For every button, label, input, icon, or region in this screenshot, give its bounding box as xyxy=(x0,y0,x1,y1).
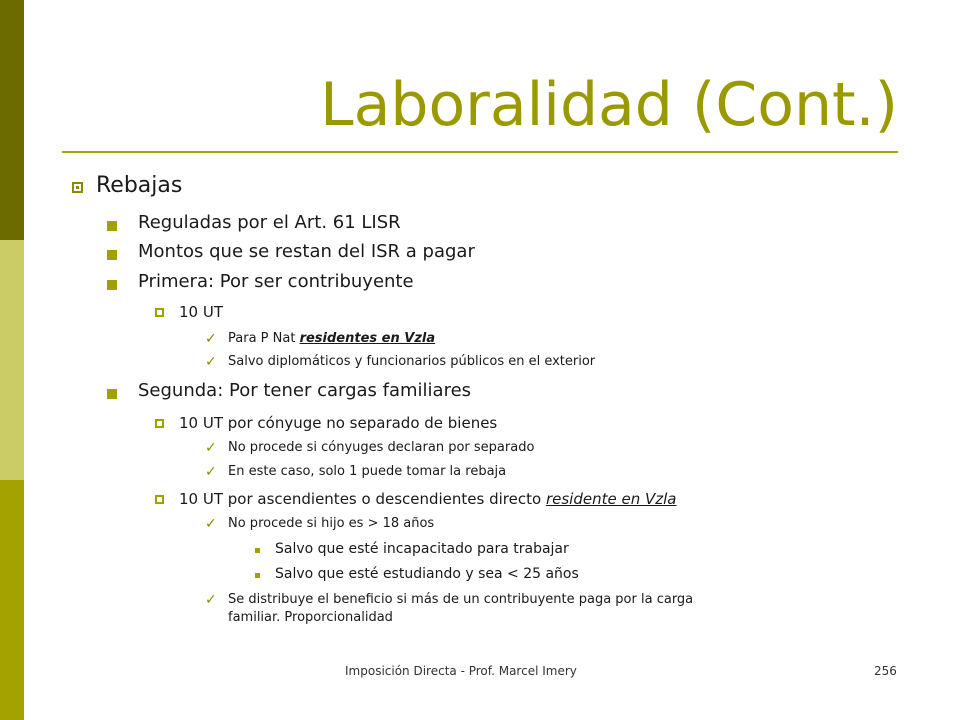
checkmark-bullet-icon: ✓ xyxy=(205,331,217,347)
outline-item-conyuge: 10 UT por cónyuge no separado de bienes xyxy=(179,414,498,432)
checkmark-bullet-icon: ✓ xyxy=(205,354,217,370)
outline-item-no-procede-hijo: No procede si hijo es > 18 años xyxy=(228,516,435,531)
outline-item-10ut: 10 UT xyxy=(179,303,223,321)
outline-item-no-procede-conyuges: No procede si cónyuges declaran por separado xyxy=(228,440,535,455)
small-square-bullet-icon xyxy=(255,573,260,578)
hollow-square-bullet-icon xyxy=(155,308,164,317)
para-p-nat-emphasis: residentes en Vzla xyxy=(299,331,436,346)
outline-item-en-este-caso: En este caso, solo 1 puede tomar la rebaja xyxy=(228,464,507,479)
outline-item-incapacitado: Salvo que esté incapacitado para trabajar xyxy=(275,541,569,557)
outline-item-estudiando: Salvo que esté estudiando y sea < 25 años xyxy=(275,566,579,582)
outline-item-segunda: Segunda: Por tener cargas familiares xyxy=(138,380,472,401)
outline-item-se-distribuye: Se distribuye el beneficio si más de un contribuyente paga por la carga xyxy=(228,592,694,607)
ascendientes-text: 10 UT por ascendientes o descendientes directo xyxy=(179,490,546,508)
outline-item-salvo-diplomaticos: Salvo diplomáticos y funcionarios públicos en el exterior xyxy=(228,354,596,369)
square-bullet-icon xyxy=(107,250,117,260)
slide-title: Laboralidad (Cont.) xyxy=(320,70,898,140)
square-bullet-icon xyxy=(107,389,117,399)
square-bullet-icon xyxy=(107,221,117,231)
outline-item-reguladas: Reguladas por el Art. 61 LISR xyxy=(138,212,401,233)
hollow-square-bullet-icon xyxy=(72,182,83,193)
outline-item-ascendientes xyxy=(179,490,676,508)
hollow-square-bullet-icon xyxy=(155,419,164,428)
checkmark-bullet-icon: ✓ xyxy=(205,440,217,456)
outline-item-para-p-nat xyxy=(228,331,435,346)
outline-item-montos: Montos que se restan del ISR a pagar xyxy=(138,241,475,262)
page-number: 256 xyxy=(874,664,897,678)
outline-item-primera: Primera: Por ser contribuyente xyxy=(138,271,414,292)
ascendientes-emphasis: residente en Vzla xyxy=(545,490,677,508)
para-p-nat-text: Para P Nat xyxy=(228,331,300,346)
square-bullet-icon xyxy=(107,280,117,290)
checkmark-bullet-icon: ✓ xyxy=(205,516,217,532)
checkmark-bullet-icon: ✓ xyxy=(205,464,217,480)
outline-item-se-distribuye-cont: familiar. Proporcionalidad xyxy=(228,610,393,625)
small-square-bullet-icon xyxy=(255,548,260,553)
checkmark-bullet-icon: ✓ xyxy=(205,592,217,608)
outline-item-rebajas: Rebajas xyxy=(96,173,183,198)
footer-text: Imposición Directa - Prof. Marcel Imery xyxy=(345,664,577,678)
hollow-square-bullet-icon xyxy=(155,495,164,504)
